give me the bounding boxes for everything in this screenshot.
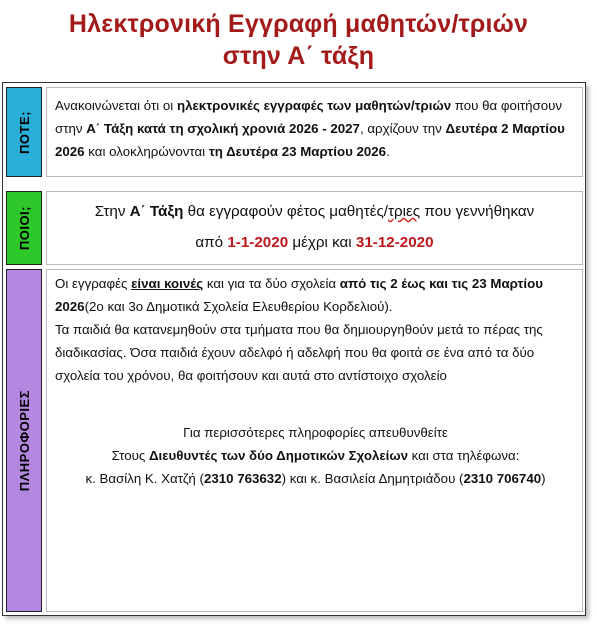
info-paragraph-1 xyxy=(55,272,576,318)
contact-line-1: Για περισσότερες πληροφορίες απευθυνθείτε xyxy=(183,425,448,440)
poioi-line-2 xyxy=(55,227,574,258)
label-pote-text: ΠΟΤΕ; xyxy=(16,110,32,154)
content-pote xyxy=(46,87,583,177)
pote-bold-3: Δευτέρα 2 Μαρτίου 2026 xyxy=(55,121,565,159)
label-pote xyxy=(6,87,42,177)
row-poioi xyxy=(3,191,585,265)
poioi-date-to: 31-12-2020 xyxy=(355,234,434,251)
page-title xyxy=(0,8,597,72)
poioi-text-2b: που γεννήθηκαν xyxy=(420,203,535,220)
pote-text-4: και ολοκληρώνονται xyxy=(84,144,209,159)
info-paragraph-2: Τα παιδιά θα κατανεμηθούν στα τμήματα που θα δημιουργηθούν μετά το πέρας της διαδικασίας. Όσα παιδιά έχουν αδελφό ή αδελφή που θα φοιτά σε ένα από τα δύο σχολεία του χρόνου, θα φοιτήσουν και αυτά στο αντίστοιχο σχολείο xyxy=(55,322,543,383)
label-poioi xyxy=(6,191,42,265)
content-info xyxy=(46,269,583,612)
pote-text-5: . xyxy=(386,144,390,159)
contact-text-3: κ. Βασίλη Κ. Χατζή ( xyxy=(85,471,204,486)
poioi-line-1 xyxy=(55,196,574,227)
phone-number-2: 2310 706740 xyxy=(463,471,542,486)
info-text-2: και για τα δύο σχολεία xyxy=(203,276,340,291)
poioi-bold-1: Α΄ Τάξη xyxy=(129,203,184,220)
label-info-text: ΠΛΗΡΟΦΟΡΙΕΣ xyxy=(16,389,32,492)
pote-bold-4: τη Δευτέρα 23 Μαρτίου 2026 xyxy=(208,144,387,159)
pote-paragraph xyxy=(55,94,574,163)
pote-bold-1: ηλεκτρονικές εγγραφές των μαθητών/τριών xyxy=(176,98,452,113)
row-info xyxy=(3,269,585,612)
poioi-text-3: από xyxy=(195,234,228,251)
poioi-text-wavy: τριες xyxy=(388,203,421,220)
info-text-1: Οι εγγραφές xyxy=(55,276,132,291)
title-line-1: Ηλεκτρονική Εγγραφή μαθητών/τριών xyxy=(68,10,529,38)
poioi-text-1: Στην xyxy=(94,203,130,220)
info-text-3: (2ο και 3ο Δημοτικά Σχολεία Ελευθερίου Κορδελιού). xyxy=(84,299,393,314)
poioi-date-from: 1-1-2020 xyxy=(227,234,289,251)
pote-bold-2: Α΄ Τάξη κατά τη σχολική χρονιά 2026 - 2027 xyxy=(86,121,360,136)
contact-text-5: ) xyxy=(541,471,546,486)
contact-text-4: ) και κ. Βασιλεία Δημητριάδου ( xyxy=(281,471,464,486)
contact-line-2 xyxy=(55,444,576,467)
info-bold-dates: από τις 2 έως και τις 23 Μαρτίου 2026 xyxy=(55,276,543,314)
poioi-text-2: θα εγγραφούν φέτος μαθητές/ xyxy=(183,203,389,220)
label-info xyxy=(6,269,42,612)
content-poioi xyxy=(46,191,583,265)
row-pote xyxy=(3,87,585,177)
contact-block xyxy=(55,421,576,490)
contact-text-1: Στους xyxy=(111,448,149,463)
pote-text-3: , αρχίζουν την xyxy=(359,121,446,136)
title-line-2: στην Α΄ τάξη xyxy=(222,42,375,70)
poioi-text-4: μέχρι και xyxy=(288,234,356,251)
pote-text-1: Ανακοινώνεται ότι οι xyxy=(55,98,177,113)
pote-text-2: που θα φοιτήσουν στην xyxy=(55,98,563,136)
label-poioi-text: ΠΟΙΟΙ; xyxy=(16,205,32,251)
contact-text-2: και στα τηλέφωνα: xyxy=(407,448,520,463)
announcement-frame xyxy=(2,82,586,616)
info-underlined: είναι κοινές xyxy=(131,276,204,291)
phone-number-1: 2310 763632 xyxy=(203,471,282,486)
contact-line-3 xyxy=(55,467,576,490)
contact-bold-directors: Διευθυντές των δύο Δημοτικών Σχολείων xyxy=(149,448,408,463)
